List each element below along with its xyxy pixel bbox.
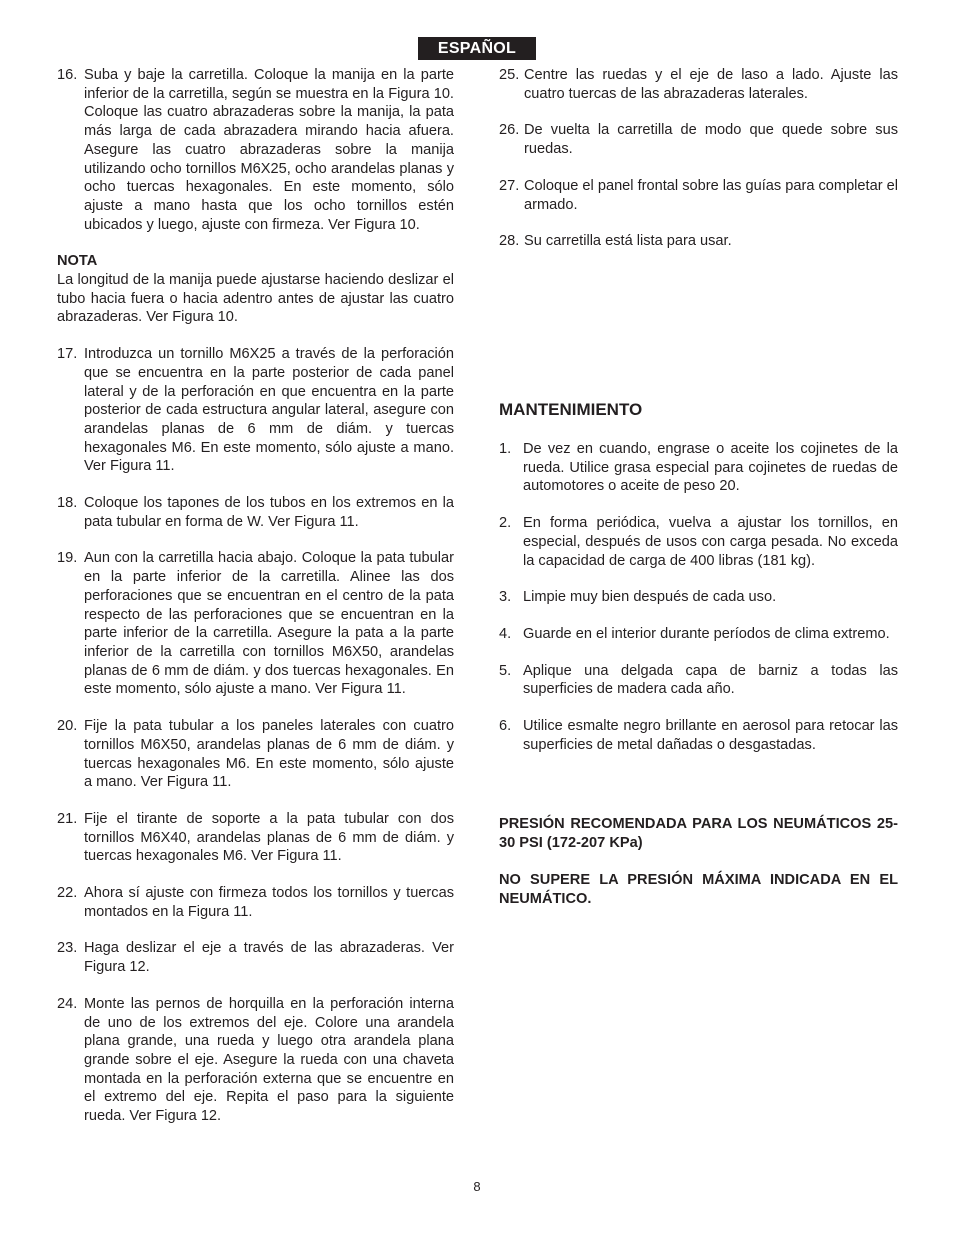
step-27 [499, 177, 898, 214]
step-number: 24. [57, 995, 78, 1012]
maintenance-item [499, 588, 898, 607]
step-28 [499, 232, 898, 251]
item-text: Aplique una delgada capa de barniz a todas las superficies de madera cada año. [523, 662, 898, 698]
maintenance-title: MANTENIMIENTO [499, 400, 643, 419]
page-number: 8 [473, 1179, 481, 1194]
max-pressure-warning: NO SUPERE LA PRESIÓN MÁXIMA INDICADA EN EL NEUMÁTICO. [499, 872, 898, 907]
step-17 [57, 345, 454, 476]
item-number: 4. [499, 625, 512, 642]
right-column [499, 66, 898, 251]
step-number: 23. [57, 940, 78, 957]
step-26 [499, 121, 898, 158]
step-number: 21. [57, 810, 78, 827]
step-number: 27. [499, 177, 520, 194]
item-number: 6. [499, 718, 512, 735]
maintenance-item [499, 717, 898, 754]
item-text: Utilice esmalte negro brillante en aerosol para retocar las superficies de metal dañadas o desgastadas. [523, 718, 898, 753]
maintenance-item [499, 662, 898, 699]
language-badge: ESPAÑOL [418, 37, 536, 60]
step-25 [499, 66, 898, 103]
step-19 [57, 549, 454, 699]
note-text: La longitud de la manija puede ajustarse haciendo deslizar el tubo hacia fuera o hacia adentro antes de ajustar las cuatro abrazaderas. Ver Figura 10. [57, 272, 454, 326]
step-23 [57, 939, 454, 976]
step-text: Monte las pernos de horquilla en la perforación interna de uno de los extremos del eje. Colore una arandela plana grande, una rueda y luego otra arandela plana grande sobre el eje. Asegure la rueda con una chaveta montada en la perforación externa que se encuentre en el extremo del eje. Repita el paso para la siguiente rueda. Ver Figura 12. [84, 995, 454, 1125]
step-number: 22. [57, 885, 78, 902]
item-text: En forma periódica, vuelva a ajustar los tornillos, en especial, después de usos con carga pesada. No exceda la capacidad de carga de 400 libras (181 kg). [523, 515, 898, 569]
step-number: 28. [499, 233, 520, 250]
step-number: 17. [57, 346, 78, 363]
maintenance-list [499, 440, 898, 754]
step-text: Coloque los tapones de los tubos en los extremos en la pata tubular en forma de W. Ver Figura 11. [84, 495, 454, 530]
step-text: Ahora sí ajuste con firmeza todos los tornillos y tuercas montados en la Figura 11. [84, 885, 454, 920]
item-text: De vez en cuando, engrase o aceite los cojinetes de la rueda. Utilice grasa especial para cojinetes de ruedas de automotores o aceite de peso 20. [523, 441, 898, 495]
step-16 [57, 66, 454, 234]
step-text: Centre las ruedas y el eje de laso a lado. Ajuste las cuatro tuercas de las abrazaderas laterales. [524, 67, 898, 102]
item-number: 3. [499, 589, 512, 606]
step-text: Aun con la carretilla hacia abajo. Coloque la pata tubular en la parte inferior de la carretilla. Alinee las dos perforaciones que se encuentran en el centro de la pata respecto de las perforaciones que se encuentran en la parte inferior de la carretilla. Asegure la pata a la parte inferior de la carretilla con tornillos M6X50, arandelas planas de 6 mm de diám. y dos tuercas hexagonales. En este momento, sólo ajuste a mano. Ver Figura 11. [84, 550, 454, 698]
item-number: 1. [499, 441, 512, 457]
left-column [57, 66, 454, 1126]
tire-pressure-recommendation: PRESIÓN RECOMENDADA PARA LOS NEUMÁTICOS 25-30 PSI (172-207 KPa) [499, 816, 898, 851]
step-21 [57, 810, 454, 866]
step-24 [57, 995, 454, 1126]
step-number: 20. [57, 718, 78, 735]
item-number: 5. [499, 662, 512, 679]
step-text: Fije el tirante de soporte a la pata tubular con dos tornillos M6X40, arandelas planas de 6 mm de diám. y tuercas hexagonales M6. Ver Figura 11. [84, 810, 454, 865]
step-number: 25. [499, 67, 520, 83]
step-number: 18. [57, 495, 78, 512]
step-number: 19. [57, 550, 78, 567]
step-text: Suba y baje la carretilla. Coloque la manija en la parte inferior de la carretilla, según se muestra en la Figura 10. Coloque las cuatro abrazaderas sobre la manija, la pata más larga de cada abrazadera mirando hacia afuera. Asegure las cuatro abrazaderas sobre la manija utilizando ocho tornillos M6X25, ocho arandelas planas y ocho tuercas hexagonales. En este momento, sólo ajuste a mano hasta que los ocho tornillos estén ubicados y luego, ajuste con firmeza. Ver Figura 10. [84, 67, 454, 233]
step-18 [57, 494, 454, 531]
note [57, 252, 454, 327]
step-text: Su carretilla está lista para usar. [524, 233, 732, 250]
item-number: 2. [499, 515, 512, 532]
step-text: Haga deslizar el eje a través de las abrazaderas. Ver Figura 12. [84, 940, 454, 976]
maintenance-item [499, 440, 898, 496]
step-20 [57, 717, 454, 792]
step-text: Introduzca un tornillo M6X25 a través de la perforación que se encuentra en la parte posterior de cada panel lateral y de la perforación en que encuentra en la parte posterior de cada estructura angular lateral, asegure con arandelas planas de 6 mm de diám. y tuercas hexagonales M6. En este momento, sólo ajuste a mano. Ver Figura 11. [84, 346, 454, 475]
step-22 [57, 884, 454, 921]
maintenance-item [499, 514, 898, 570]
note-title: NOTA [57, 253, 98, 270]
step-number: 16. [57, 67, 78, 83]
step-text: Fije la pata tubular a los paneles laterales con cuatro tornillos M6X50, arandelas planas de 6 mm de diám. y tuercas hexagonales M6. En este momento, sólo ajuste a mano. Ver Figura 11. [84, 718, 454, 791]
step-number: 26. [499, 122, 520, 139]
step-text: De vuelta la carretilla de modo que quede sobre sus ruedas. [524, 122, 898, 158]
maintenance-item [499, 625, 898, 644]
item-text: Limpie muy bien después de cada uso. [523, 589, 777, 606]
step-text: Coloque el panel frontal sobre las guías para completar el armado. [524, 177, 898, 213]
item-text: Guarde en el interior durante períodos de clima extremo. [523, 625, 890, 642]
